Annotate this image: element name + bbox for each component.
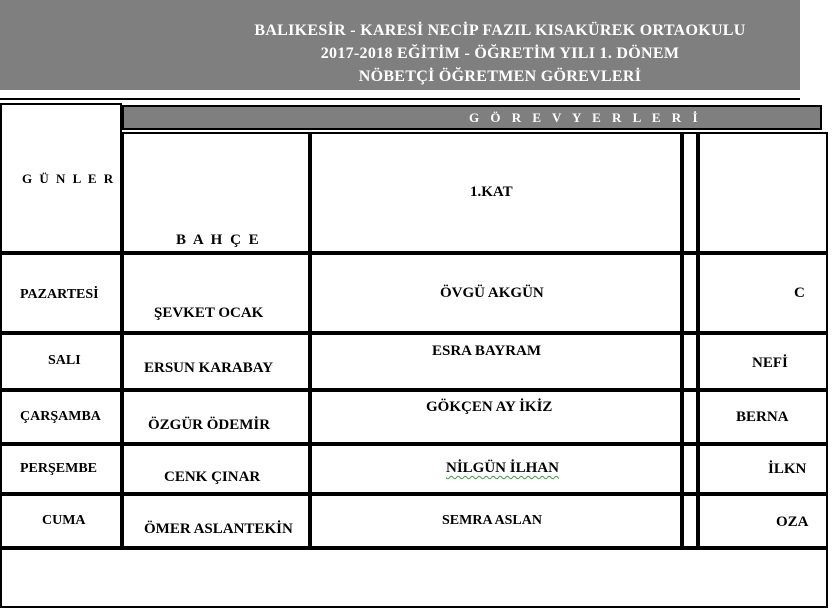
column-header-cut <box>698 132 828 253</box>
bahce-cell <box>122 390 310 444</box>
bahce-cell <box>122 333 310 390</box>
cut-cell <box>698 253 828 333</box>
academic-year: 2017-2018 EĞİTİM - ÖĞRETİM YILI 1. DÖNEM <box>320 45 680 62</box>
teacher-name: SEMRA ASLAN <box>442 513 542 528</box>
teacher-name: ERSUN KARABAY <box>144 360 274 376</box>
teacher-name-cut: BERNA <box>736 409 789 425</box>
kat1-cell <box>310 390 682 444</box>
document-title: NÖBETÇİ ÖĞRETMEN GÖREVLERİ <box>358 68 642 85</box>
kat1-cell <box>310 333 682 390</box>
column-divider <box>682 494 698 548</box>
kat1-cell <box>310 494 682 548</box>
days-header-label: G Ü N L E R <box>22 171 116 186</box>
school-name: BALIKESİR - KARESİ NECİP FAZIL KISAKÜREK ORTAOKULU <box>254 22 746 39</box>
day-label: SALI <box>48 353 81 368</box>
footer-blank-area <box>0 548 828 608</box>
column-divider <box>682 390 698 444</box>
teacher-name: CENK ÇINAR <box>164 469 261 485</box>
days-header-cell <box>0 103 122 253</box>
teacher-name-cut: OZA <box>776 514 809 530</box>
column-header-bahce <box>122 132 310 253</box>
duty-places-header <box>122 105 822 130</box>
day-cell <box>0 253 122 333</box>
cut-cell <box>698 444 828 494</box>
teacher-name: ŞEVKET OCAK <box>154 305 264 321</box>
duty-places-label: G Ö R E V Y E R L E R İ <box>469 110 702 125</box>
teacher-name: ÖMER ASLANTEKİN <box>144 521 293 537</box>
teacher-name-cut: C <box>794 285 805 301</box>
teacher-name: ÖVGÜ AKGÜN <box>440 285 544 301</box>
day-label: PAZARTESİ <box>20 287 99 302</box>
column-divider <box>682 132 698 253</box>
document-header <box>0 0 800 90</box>
day-label: CUMA <box>42 513 86 528</box>
kat1-cell <box>310 444 682 494</box>
day-cell <box>0 494 122 548</box>
bahce-cell <box>122 494 310 548</box>
day-cell <box>0 333 122 390</box>
column-divider <box>682 333 698 390</box>
teacher-name: ESRA BAYRAM <box>432 343 542 359</box>
day-cell <box>0 444 122 494</box>
column-header-1kat <box>310 132 682 253</box>
column-divider <box>682 253 698 333</box>
teacher-name-cut: NEFİ <box>752 355 788 371</box>
cut-cell <box>698 494 828 548</box>
column-divider <box>682 444 698 494</box>
bahce-cell <box>122 253 310 333</box>
cut-cell <box>698 333 828 390</box>
teacher-name: NİLGÜN İLHAN <box>446 460 559 476</box>
day-cell <box>0 390 122 444</box>
column-label-1kat: 1.KAT <box>470 184 513 200</box>
bahce-cell <box>122 444 310 494</box>
day-label: PERŞEMBE <box>20 461 98 476</box>
teacher-name-cut: İLKN <box>768 461 807 477</box>
column-label-bahce: B A H Ç E <box>176 232 261 248</box>
cut-cell <box>698 390 828 444</box>
day-label: ÇARŞAMBA <box>20 409 101 424</box>
teacher-name: ÖZGÜR ÖDEMİR <box>148 417 271 433</box>
teacher-name: GÖKÇEN AY İKİZ <box>426 399 553 415</box>
kat1-cell <box>310 253 682 333</box>
